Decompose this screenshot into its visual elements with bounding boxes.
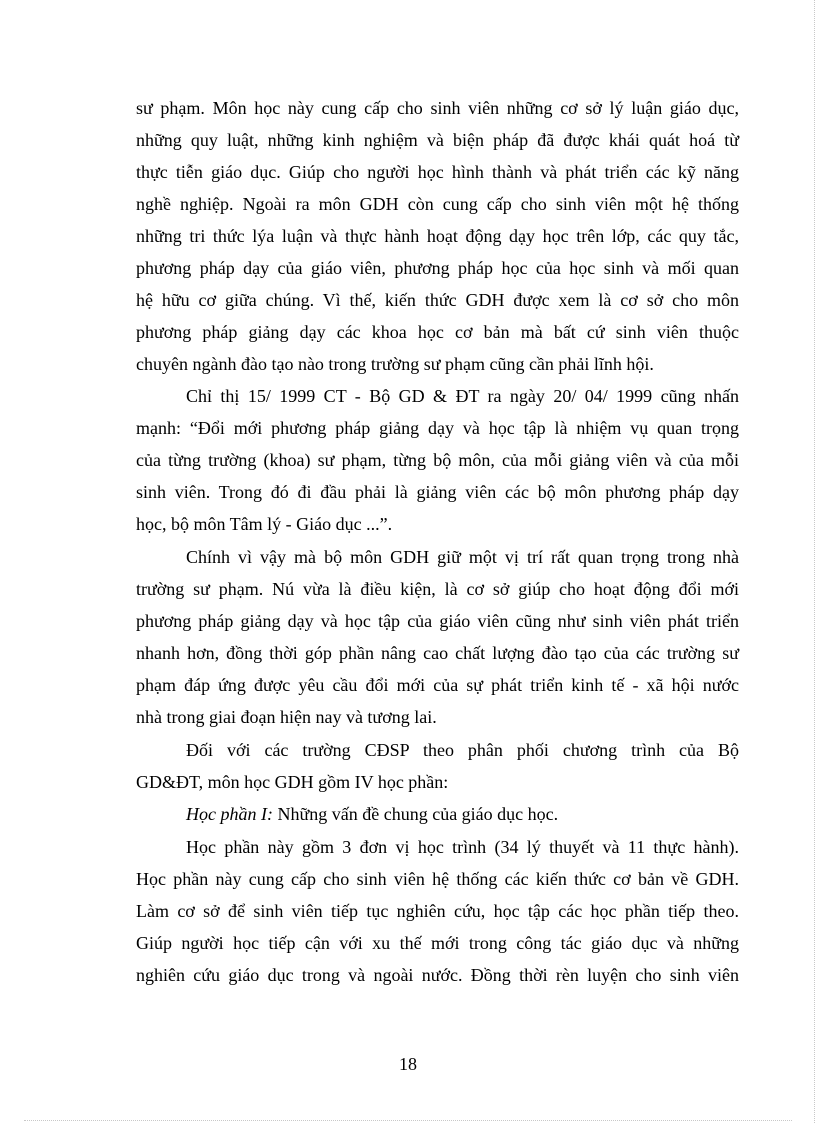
body-text-line: nghề nghiệp. Ngoài ra môn GDH còn cung cấp cho sinh viên một hệ thống <box>136 194 739 214</box>
body-text-line: của từng trường (khoa) sư phạm, từng bộ môn, của mỗi giảng viên và của mỗi <box>136 450 739 470</box>
page-number: 18 <box>399 1054 417 1074</box>
body-text-line: phạm đáp ứng được yêu cầu đổi mới của sự phát triển kinh tế - xã hội nước <box>136 675 739 695</box>
body-text-line: sinh viên. Trong đó đi đầu phải là giảng viên các bộ môn phương pháp dạy <box>136 482 739 502</box>
page-edge-right <box>814 0 815 1123</box>
body-text-line: hệ hữu cơ giữa chúng. Vì thế, kiến thức GDH được xem là cơ sở cho môn <box>136 290 739 310</box>
body-text-line: nhà trong giai đoạn hiện nay và tương lai. <box>136 707 437 727</box>
body-text-line: học, bộ môn Tâm lý - Giáo dục ...”. <box>136 514 393 534</box>
body-text-line: mạnh: “Đổi mới phương pháp giảng dạy và học tập là nhiệm vụ quan trọng <box>136 418 739 438</box>
body-text-line: những quy luật, những kinh nghiệm và biện pháp đã được khái quát hoá từ <box>136 130 739 150</box>
body-text-line: nhanh hơn, đồng thời góp phần nâng cao chất lượng đào tạo của các trường sư <box>136 643 739 663</box>
body-text-line: Giúp người học tiếp cận với xu thế mới trong công tác giáo dục và những <box>136 933 739 953</box>
hoc-phan-label: Học phần I: <box>186 804 273 824</box>
hoc-phan-title: Những vấn đề chung của giáo dục học. <box>277 804 559 824</box>
body-text-line: những tri thức lýa luận và thực hành hoạt động dạy học trên lớp, các quy tắc, <box>136 226 739 246</box>
body-text-line: Đối với các trường CĐSP theo phân phối chương trình của Bộ <box>186 740 739 760</box>
body-text-line: Chỉ thị 15/ 1999 CT - Bộ GD & ĐT ra ngày 20/ 04/ 1999 cũng nhấn <box>186 386 739 406</box>
body-text-line: phương pháp dạy của giáo viên, phương pháp học của học sinh và mối quan <box>136 258 739 278</box>
body-text-line: phương pháp giảng dạy và học tập của giáo viên cũng như sinh viên phát triển <box>136 611 739 631</box>
body-text-line: sư phạm. Môn học này cung cấp cho sinh viên những cơ sở lý luận giáo dục, <box>136 98 739 118</box>
body-text-line: trường sư phạm. Nú vừa là điều kiện, là cơ sở giúp cho hoạt động đổi mới <box>136 579 739 599</box>
hoc-phan-heading <box>186 801 739 827</box>
body-text-line: phương pháp giảng dạy các khoa học cơ bản mà bất cứ sinh viên thuộc <box>136 322 739 342</box>
body-text-line: chuyên ngành đào tạo nào trong trường sư phạm cũng cần phải lĩnh hội. <box>136 354 654 374</box>
body-text-line: GD&ĐT, môn học GDH gồm IV học phần: <box>136 772 449 792</box>
body-text-line: nghiên cứu giáo dục trong và ngoài nước. Đồng thời rèn luyện cho sinh viên <box>136 965 739 985</box>
body-text-line: Học phần này gồm 3 đơn vị học trình (34 lý thuyết và 11 thực hành). <box>186 837 739 857</box>
body-text-line: Chính vì vậy mà bộ môn GDH giữ một vị trí rất quan trọng trong nhà <box>186 547 739 567</box>
body-text-line: Học phần này cung cấp cho sinh viên hệ thống các kiến thức cơ bản về GDH. <box>136 869 739 889</box>
body-text-line: thực tiễn giáo dục. Giúp cho người học hình thành và phát triển các kỹ năng <box>136 162 739 182</box>
page-edge-bottom <box>24 1120 792 1121</box>
body-text-line: Làm cơ sở để sinh viên tiếp tục nghiên cứu, học tập các học phần tiếp theo. <box>136 901 739 921</box>
